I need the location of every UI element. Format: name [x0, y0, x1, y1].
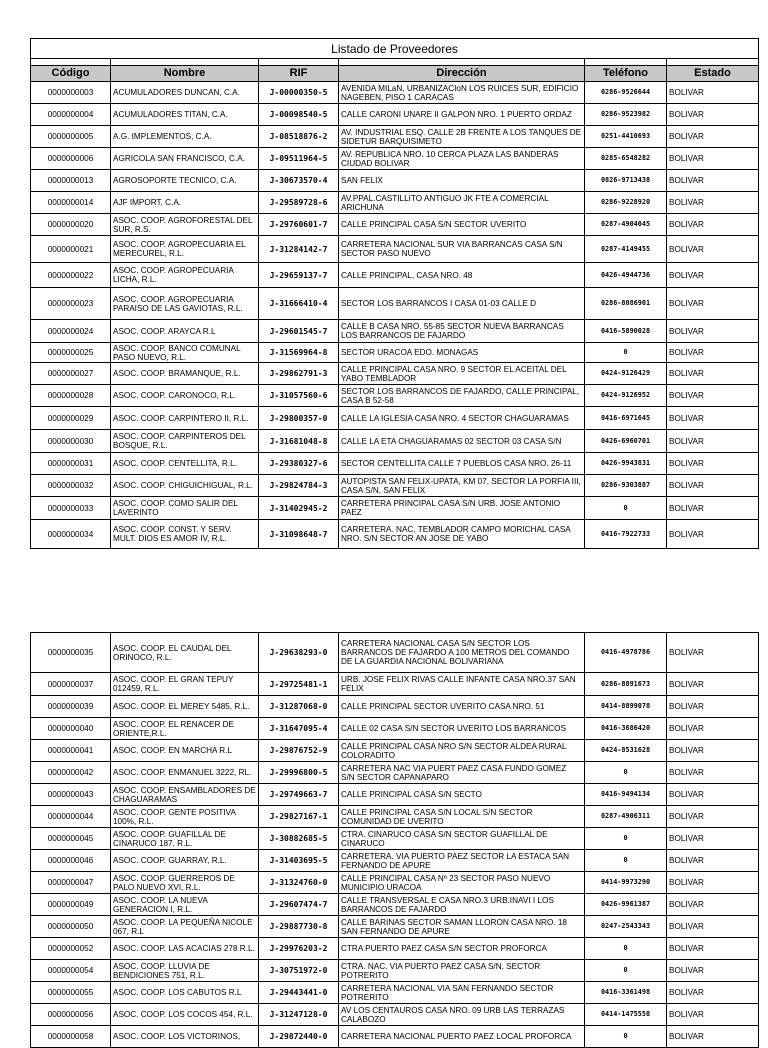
cell-telefono: 0426-4944736 — [585, 263, 667, 288]
cell-nombre: ASOC. COOP. EL CAUDAL DEL ORINOCO, R.L. — [111, 633, 259, 673]
cell-direccion: CALLE B CASA NRO. 55-85 SECTOR NUEVA BARRANCAS LOS BARRANCOS DE FAJARDO — [339, 320, 585, 343]
cell-codigo: 0000000023 — [31, 288, 111, 320]
cell-direccion: CARRETERA NACIONAL VIA SAN FERNANDO SECTOR POTRERITO — [339, 982, 585, 1004]
cell-nombre: ASOC. COOP. CHIGUICHIGUAL, R.L. — [111, 475, 259, 497]
table-row — [31, 982, 759, 1004]
cell-nombre: ASOC. COOP. AGROPECUARIA EL MERECUREL, R.L. — [111, 236, 259, 263]
cell-codigo: 0000000040 — [31, 718, 111, 740]
cell-rif: J-08518876-2 — [259, 126, 339, 148]
cell-rif: J-29749663-7 — [259, 784, 339, 806]
cell-direccion: AUTOPISTA SAN FELIX-UPATA, KM 07, SECTOR LA PORFIA III, CASA S/N, SAN FELIX — [339, 475, 585, 497]
cell-nombre: AGRICOLA SAN FRANCISCO, C.A. — [111, 148, 259, 170]
cell-nombre: ASOC. COOP. CARPINTEROS DEL BOSQUE, R.L. — [111, 430, 259, 453]
cell-nombre: ASOC. COOP. GUERREROS DE PALO NUEVO XVI, R.L. — [111, 872, 259, 894]
cell-codigo: 0000000042 — [31, 762, 111, 784]
cell-codigo: 0000000006 — [31, 148, 111, 170]
cell-codigo: 0000000054 — [31, 960, 111, 982]
cell-rif: J-29827167-1 — [259, 806, 339, 828]
cell-nombre: ASOC. COOP. CARPINTERO II, R.L. — [111, 407, 259, 430]
table-row — [31, 1004, 759, 1026]
cell-estado: BOLIVAR — [667, 784, 759, 806]
cell-telefono: 0286-9523982 — [585, 104, 667, 126]
table-row — [31, 497, 759, 520]
cell-nombre: ASOC. COOP. LOS CABUTOS R.L — [111, 982, 259, 1004]
cell-estado: BOLIVAR — [667, 126, 759, 148]
cell-telefono: 0416-3686420 — [585, 718, 667, 740]
cell-codigo: 0000000025 — [31, 343, 111, 363]
supplier-table-top — [30, 38, 759, 549]
table-row — [31, 916, 759, 938]
cell-codigo: 0000000004 — [31, 104, 111, 126]
cell-telefono: 0424-9126429 — [585, 363, 667, 385]
cell-codigo: 0000000049 — [31, 894, 111, 916]
table-row — [31, 1026, 759, 1048]
cell-rif: J-30673570-4 — [259, 170, 339, 192]
cell-rif: J-31057560-6 — [259, 385, 339, 407]
cell-telefono: 0286-8891673 — [585, 673, 667, 696]
spacer-row — [31, 59, 759, 66]
cell-codigo: 0000000045 — [31, 828, 111, 850]
cell-telefono: 0 — [585, 1026, 667, 1048]
cell-telefono: 0426-9961387 — [585, 894, 667, 916]
cell-nombre: ASOC. COOP. ENMANUEL 3222, RL. — [111, 762, 259, 784]
cell-direccion: CARRETERA NAC VIA PUERT PAEZ CASA FUNDO GOMEZ S/N SECTOR CAPANAPARO — [339, 762, 585, 784]
cell-nombre: ASOC. COOP. LA PEQUEÑA NICOLE 067, R.L — [111, 916, 259, 938]
cell-direccion: AV. INDUSTRIAL ESQ. CALLE 2B FRENTE A LOS TANQUES DE SIDETUR BARQUISIMETO — [339, 126, 585, 148]
cell-estado: BOLIVAR — [667, 170, 759, 192]
cell-telefono: 0416-7922733 — [585, 520, 667, 549]
cell-nombre: ASOC. COOP. EN MARCHA R.L — [111, 740, 259, 762]
cell-nombre: ACUMULADORES TITAN, C.A. — [111, 104, 259, 126]
cell-codigo: 0000000027 — [31, 363, 111, 385]
table-row — [31, 718, 759, 740]
cell-codigo: 0000000029 — [31, 407, 111, 430]
cell-codigo: 0000000043 — [31, 784, 111, 806]
cell-direccion: SECTOR LOS BARRANCOS DE FAJARDO, CALLE PRINCIPAL, CASA B 52-58 — [339, 385, 585, 407]
cell-direccion: CARRETERA NACIONAL PUERTO PAEZ LOCAL PROFORCA — [339, 1026, 585, 1048]
cell-rif: J-29760601-7 — [259, 214, 339, 236]
table-row — [31, 263, 759, 288]
cell-estado: BOLIVAR — [667, 288, 759, 320]
cell-telefono: 0286-9228920 — [585, 192, 667, 214]
header-telefono: Teléfono — [585, 66, 667, 82]
cell-rif: J-31681048-8 — [259, 430, 339, 453]
cell-nombre: ASOC. COOP. AGROPECUARIA LICHA, R.L. — [111, 263, 259, 288]
cell-direccion: CARRETERA PRINCIPAL CASA S/N URB. JOSE ANTONIO PAEZ — [339, 497, 585, 520]
cell-telefono: 0247-2543343 — [585, 916, 667, 938]
cell-rif: J-31324760-0 — [259, 872, 339, 894]
cell-direccion: CALLE TRANSVERSAL E CASA NRO.3 URB.INAVI I LOS BARRANCOS DE FAJARDO — [339, 894, 585, 916]
cell-estado: BOLIVAR — [667, 673, 759, 696]
cell-telefono: 0286-8086901 — [585, 288, 667, 320]
cell-direccion: SAN FELIX — [339, 170, 585, 192]
cell-nombre: ASOC. COOP. COMO SALIR DEL LAVERINTO — [111, 497, 259, 520]
cell-rif: J-30882685-5 — [259, 828, 339, 850]
cell-nombre: AJF IMPORT, C.A. — [111, 192, 259, 214]
cell-rif: J-29659137-7 — [259, 263, 339, 288]
cell-codigo: 0000000058 — [31, 1026, 111, 1048]
cell-estado: BOLIVAR — [667, 263, 759, 288]
cell-estado: BOLIVAR — [667, 214, 759, 236]
cell-codigo: 0000000028 — [31, 385, 111, 407]
cell-telefono: 0 — [585, 343, 667, 363]
cell-telefono: 0 — [585, 850, 667, 872]
cell-estado: BOLIVAR — [667, 828, 759, 850]
table-row — [31, 343, 759, 363]
cell-nombre: ASOC. COOP. ARAYCA R.L — [111, 320, 259, 343]
cell-codigo: 0000000021 — [31, 236, 111, 263]
cell-estado: BOLIVAR — [667, 1026, 759, 1048]
table-row — [31, 740, 759, 762]
cell-codigo: 0000000035 — [31, 633, 111, 673]
header-rif: RIF — [259, 66, 339, 82]
cell-direccion: CALLE LA IGLESIA CASA NRO. 4 SECTOR CHAGUARAMAS — [339, 407, 585, 430]
cell-estado: BOLIVAR — [667, 236, 759, 263]
cell-rif: J-29589728-6 — [259, 192, 339, 214]
cell-direccion: SECTOR LOS BARRANCOS I CASA 01-03 CALLE D — [339, 288, 585, 320]
cell-rif: J-31569964-8 — [259, 343, 339, 363]
cell-direccion: CALLE PRINCIPAL, CASA NRO. 48 — [339, 263, 585, 288]
header-row — [31, 66, 759, 82]
cell-rif: J-00098540-5 — [259, 104, 339, 126]
cell-codigo: 0000000052 — [31, 938, 111, 960]
cell-rif: J-31403695-5 — [259, 850, 339, 872]
cell-estado: BOLIVAR — [667, 718, 759, 740]
cell-direccion: CALLE PRINCIPAL CASA NRO S/N SECTOR ALDEA RURAL COLORADITO — [339, 740, 585, 762]
table-row — [31, 82, 759, 104]
cell-telefono: 0424-9126952 — [585, 385, 667, 407]
cell-estado: BOLIVAR — [667, 633, 759, 673]
cell-telefono: 0414-1475558 — [585, 1004, 667, 1026]
cell-telefono: 0287-4149455 — [585, 236, 667, 263]
table-row — [31, 475, 759, 497]
cell-nombre: ACUMULADORES DUNCAN, C.A. — [111, 82, 259, 104]
cell-direccion: CALLE PRINCIPAL CASA S/N SECTO — [339, 784, 585, 806]
supplier-table-bottom — [30, 632, 759, 1048]
cell-rif: J-30751972-0 — [259, 960, 339, 982]
cell-rif: J-29725481-1 — [259, 673, 339, 696]
cell-direccion: AV.PPAL.CASTILLITO ANTIGUO JK FTE A COMERCIAL ARICHUNA — [339, 192, 585, 214]
cell-telefono: 0 — [585, 960, 667, 982]
cell-codigo: 0000000041 — [31, 740, 111, 762]
table-row — [31, 407, 759, 430]
header-estado: Estado — [667, 66, 759, 82]
header-codigo: Código — [31, 66, 111, 82]
cell-rif: J-29824784-3 — [259, 475, 339, 497]
cell-rif: J-31284142-7 — [259, 236, 339, 263]
cell-estado: BOLIVAR — [667, 916, 759, 938]
cell-codigo: 0000000055 — [31, 982, 111, 1004]
cell-codigo: 0000000022 — [31, 263, 111, 288]
cell-estado: BOLIVAR — [667, 104, 759, 126]
cell-rif: J-29607474-7 — [259, 894, 339, 916]
cell-rif: J-09511964-5 — [259, 148, 339, 170]
cell-telefono: 0287-4904045 — [585, 214, 667, 236]
cell-codigo: 0000000014 — [31, 192, 111, 214]
cell-nombre: ASOC. COOP. BRAMANQUE, R.L. — [111, 363, 259, 385]
cell-nombre: ASOC. COOP. LLUVIA DE BENDICIONES 751, R.L. — [111, 960, 259, 982]
cell-rif: J-31666410-4 — [259, 288, 339, 320]
table-row — [31, 673, 759, 696]
cell-estado: BOLIVAR — [667, 320, 759, 343]
cell-nombre: ASOC. COOP. LA NUEVA GENERACION I, R.L. — [111, 894, 259, 916]
cell-rif: J-29872440-0 — [259, 1026, 339, 1048]
cell-telefono: 0285-6548282 — [585, 148, 667, 170]
cell-telefono: 0 — [585, 762, 667, 784]
table-row — [31, 430, 759, 453]
cell-estado: BOLIVAR — [667, 475, 759, 497]
cell-nombre: ASOC. COOP. BANCO COMUNAL PASO NUEVO, R.L. — [111, 343, 259, 363]
cell-estado: BOLIVAR — [667, 872, 759, 894]
cell-rif: J-31247128-0 — [259, 1004, 339, 1026]
cell-nombre: ASOC. COOP. AGROPECUARIA PARAISO DE LAS GAVIOTAS, R.L. — [111, 288, 259, 320]
cell-estado: BOLIVAR — [667, 407, 759, 430]
table-row — [31, 148, 759, 170]
cell-rif: J-31402945-2 — [259, 497, 339, 520]
table-row — [31, 214, 759, 236]
cell-estado: BOLIVAR — [667, 192, 759, 214]
cell-telefono: 0416-6971645 — [585, 407, 667, 430]
cell-codigo: 0000000046 — [31, 850, 111, 872]
cell-direccion: AV. REPUBLICA NRO. 10 CERCA PLAZA LAS BANDERAS CIUDAD BOLIVAR — [339, 148, 585, 170]
cell-rif: J-29638293-0 — [259, 633, 339, 673]
table-row — [31, 633, 759, 673]
cell-codigo: 0000000037 — [31, 673, 111, 696]
cell-estado: BOLIVAR — [667, 520, 759, 549]
cell-telefono: 0 — [585, 497, 667, 520]
table-row — [31, 850, 759, 872]
cell-codigo: 0000000020 — [31, 214, 111, 236]
table-row — [31, 320, 759, 343]
cell-rif: J-29876752-9 — [259, 740, 339, 762]
cell-telefono: 0414-8899078 — [585, 696, 667, 718]
cell-direccion: CALLE PRINCIPAL SECTOR UVERITO CASA NRO. 51 — [339, 696, 585, 718]
cell-estado: BOLIVAR — [667, 1004, 759, 1026]
cell-nombre: AGROSOPORTE TECNICO, C.A. — [111, 170, 259, 192]
cell-estado: BOLIVAR — [667, 740, 759, 762]
cell-estado: BOLIVAR — [667, 696, 759, 718]
cell-nombre: ASOC. COOP. CENTELLITA, R.L. — [111, 453, 259, 475]
table-row — [31, 192, 759, 214]
cell-direccion: CARRETERA NACIONAL CASA S/N SECTOR LOS BARRANCOS DE FAJARDO A 100 METROS DEL COMANDO DE LA GUARDIA NACIONAL BOLIVARIANA — [339, 633, 585, 673]
cell-direccion: CTRA. NAC. VIA PUERTO PAEZ CASA S/N, SECTOR POTRERITO — [339, 960, 585, 982]
cell-nombre: ASOC. COOP. LOS COCOS 454, R.L. — [111, 1004, 259, 1026]
cell-estado: BOLIVAR — [667, 148, 759, 170]
cell-estado: BOLIVAR — [667, 982, 759, 1004]
table-row — [31, 696, 759, 718]
table-row — [31, 288, 759, 320]
table-row — [31, 385, 759, 407]
cell-nombre: A.G. IMPLEMENTOS, C.A. — [111, 126, 259, 148]
cell-rif: J-29996800-5 — [259, 762, 339, 784]
cell-telefono: 0 — [585, 938, 667, 960]
cell-estado: BOLIVAR — [667, 806, 759, 828]
cell-codigo: 0000000044 — [31, 806, 111, 828]
cell-rif: J-31287068-0 — [259, 696, 339, 718]
cell-direccion: CTRA. CINARUCO CASA S/N SECTOR GUAFILLAL DE CINARUCO — [339, 828, 585, 850]
cell-direccion: CARRETERA. NAC. TEMBLADOR CAMPO MORICHAL CASA NRO. S/N SECTOR AN JOSE DE YABO — [339, 520, 585, 549]
cell-telefono: 0286-9526644 — [585, 82, 667, 104]
table-row — [31, 872, 759, 894]
cell-direccion: CALLE 02 CASA S/N SECTOR UVERITO LOS BARRANCOS — [339, 718, 585, 740]
cell-direccion: CALLE PRINCIPAL CASA NRO. 9 SECTOR EL ACEITAL DEL YABO TEMBLADOR — [339, 363, 585, 385]
cell-direccion: SECTOR CENTELLITA CALLE 7 PUEBLOS CASA NRO. 26-11 — [339, 453, 585, 475]
header-nombre: Nombre — [111, 66, 259, 82]
cell-rif: J-29862791-3 — [259, 363, 339, 385]
table-row — [31, 170, 759, 192]
cell-rif: J-31098648-7 — [259, 520, 339, 549]
cell-codigo: 0000000032 — [31, 475, 111, 497]
cell-codigo: 0000000047 — [31, 872, 111, 894]
cell-estado: BOLIVAR — [667, 938, 759, 960]
table-row — [31, 236, 759, 263]
page-title: Listado de Proveedores — [31, 39, 759, 59]
cell-rif: J-31647095-4 — [259, 718, 339, 740]
cell-codigo: 0000000034 — [31, 520, 111, 549]
cell-codigo: 0000000033 — [31, 497, 111, 520]
cell-nombre: ASOC. COOP. EL GRAN TEPUY 012459, R.L. — [111, 673, 259, 696]
cell-nombre: ASOC. COOP. EL RENACER DE ORIENTE,R.L. — [111, 718, 259, 740]
cell-telefono: 0286-9303887 — [585, 475, 667, 497]
cell-codigo: 0000000030 — [31, 430, 111, 453]
table-row — [31, 453, 759, 475]
cell-estado: BOLIVAR — [667, 343, 759, 363]
cell-direccion: AV LOS CENTAUROS CASA NRO. 09 URB LAS TERRAZAS CALABOZO — [339, 1004, 585, 1026]
cell-direccion: SECTOR URACOA EDO. MONAGAS — [339, 343, 585, 363]
cell-telefono: 0426-9943831 — [585, 453, 667, 475]
cell-direccion: AVENIDA MILaN, URBANIZACIoN LOS RUICES SUR, EDIFICIO NAGEBEN, PISO 1 CARACAS — [339, 82, 585, 104]
cell-estado: BOLIVAR — [667, 497, 759, 520]
table-row — [31, 520, 759, 549]
cell-rif: J-29887730-8 — [259, 916, 339, 938]
table-row — [31, 938, 759, 960]
cell-codigo: 0000000003 — [31, 82, 111, 104]
cell-estado: BOLIVAR — [667, 82, 759, 104]
cell-estado: BOLIVAR — [667, 850, 759, 872]
table-row — [31, 126, 759, 148]
header-direccion: Dirección — [339, 66, 585, 82]
table-row — [31, 828, 759, 850]
table-row — [31, 363, 759, 385]
cell-direccion: CALLE BARINAS SECTOR SAMAN LLORON CASA NRO. 18 SAN FERNANDO DE APURE — [339, 916, 585, 938]
cell-estado: BOLIVAR — [667, 363, 759, 385]
cell-rif: J-29800357-0 — [259, 407, 339, 430]
cell-rif: J-29443441-0 — [259, 982, 339, 1004]
cell-telefono: 0424-8531628 — [585, 740, 667, 762]
cell-nombre: ASOC. COOP. GENTE POSITIVA 100%, R.L. — [111, 806, 259, 828]
cell-telefono: 0414-9973290 — [585, 872, 667, 894]
cell-codigo: 0000000039 — [31, 696, 111, 718]
cell-direccion: CALLE PRINCIPAL CASA S/N SECTOR UVERITO — [339, 214, 585, 236]
cell-nombre: ASOC. COOP. ENSAMBLADORES DE CHAGUARAMAS — [111, 784, 259, 806]
cell-telefono: 0251-4410693 — [585, 126, 667, 148]
cell-nombre: ASOC. COOP. LAS ACACIAS 278 R.L. — [111, 938, 259, 960]
cell-estado: BOLIVAR — [667, 430, 759, 453]
cell-direccion: CTRA PUERTO PAEZ CASA S/N SECTOR PROFORCA — [339, 938, 585, 960]
cell-direccion: CALLE PRINCIPAL CASA S/N LOCAL S/N SECTOR COMUNIDAD DE UVERITO — [339, 806, 585, 828]
cell-telefono: 0 — [585, 828, 667, 850]
cell-estado: BOLIVAR — [667, 385, 759, 407]
cell-nombre: ASOC. COOP. GUAFILLAL DE CINARUCO 187, R.L. — [111, 828, 259, 850]
cell-direccion: URB. JOSE FELIX RIVAS CALLE INFANTE CASA NRO.37 SAN FELIX — [339, 673, 585, 696]
cell-estado: BOLIVAR — [667, 453, 759, 475]
table-row — [31, 894, 759, 916]
table-row — [31, 784, 759, 806]
cell-nombre: ASOC. COOP. CARONOCO, R.L. — [111, 385, 259, 407]
table-row — [31, 806, 759, 828]
cell-direccion: CALLE PRINCIPAL CASA Nº 23 SECTOR PASO NUEVO MUNICIPIO URACOA — [339, 872, 585, 894]
table-row — [31, 960, 759, 982]
cell-rif: J-29380327-6 — [259, 453, 339, 475]
cell-direccion: CARRETERA. VIA PUERTO PAEZ SECTOR LA ESTACA SAN FERNANDO DE APURE — [339, 850, 585, 872]
cell-codigo: 0000000050 — [31, 916, 111, 938]
cell-direccion: CARRETERA NACIONAL SUR VIA BARRANCAS CASA S/N SECTOR PASO NUEVO — [339, 236, 585, 263]
cell-rif: J-00000350-5 — [259, 82, 339, 104]
cell-nombre: ASOC. COOP. LOS VICTORINOS, — [111, 1026, 259, 1048]
cell-telefono: 0826-9713438 — [585, 170, 667, 192]
cell-rif: J-29601545-7 — [259, 320, 339, 343]
cell-telefono: 0416-3361498 — [585, 982, 667, 1004]
cell-direccion: CALLE LA ETA CHAGUARAMAS 02 SECTOR 03 CASA S/N — [339, 430, 585, 453]
cell-codigo: 0000000005 — [31, 126, 111, 148]
cell-telefono: 0287-4906311 — [585, 806, 667, 828]
cell-codigo: 0000000056 — [31, 1004, 111, 1026]
cell-codigo: 0000000024 — [31, 320, 111, 343]
title-row — [31, 39, 759, 59]
cell-telefono: 0416-4978786 — [585, 633, 667, 673]
cell-estado: BOLIVAR — [667, 894, 759, 916]
cell-nombre: ASOC. COOP. GUARRAY, R.L. — [111, 850, 259, 872]
cell-estado: BOLIVAR — [667, 762, 759, 784]
cell-nombre: ASOC. COOP. EL MEREY 5485, R.L. — [111, 696, 259, 718]
cell-telefono: 0416-9494134 — [585, 784, 667, 806]
cell-rif: J-29976203-2 — [259, 938, 339, 960]
table-row — [31, 762, 759, 784]
cell-direccion: CALLE CARONI UNARE II GALPON NRO. 1 PUERTO ORDAZ — [339, 104, 585, 126]
cell-telefono: 0426-6960701 — [585, 430, 667, 453]
table-row — [31, 104, 759, 126]
cell-codigo: 0000000031 — [31, 453, 111, 475]
cell-telefono: 0416-5890028 — [585, 320, 667, 343]
cell-nombre: ASOC. COOP. AGROFORESTAL DEL SUR, R.S. — [111, 214, 259, 236]
cell-estado: BOLIVAR — [667, 960, 759, 982]
cell-codigo: 0000000013 — [31, 170, 111, 192]
cell-nombre: ASOC. COOP. CONST. Y SERV. MULT. DIOS ES AMOR IV, R.L. — [111, 520, 259, 549]
